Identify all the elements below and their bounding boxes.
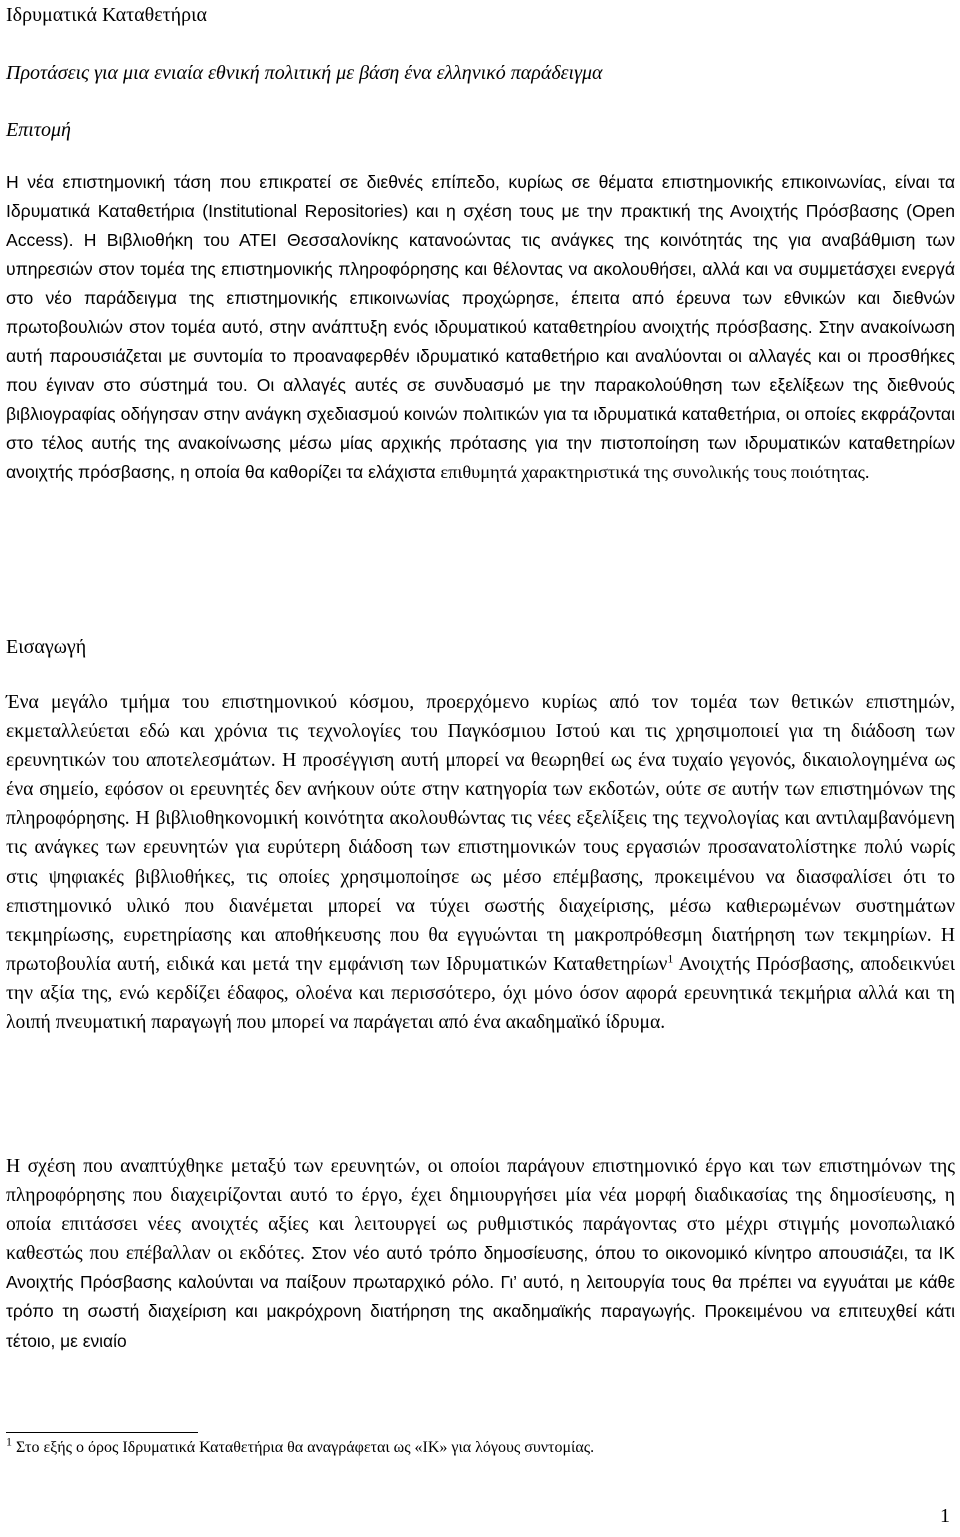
introduction-heading: Εισαγωγή (6, 636, 87, 658)
intro-p1-text-continued: Ανοιχτής Πρόσβασης, αποδεικνύει την αξία της, ενώ κερδίζει έδαφος, ολοένα και περισσότερο, όχι μόνο όσον αφορά ερευνητικά τεκμήρια αλλά και τη λοιπή πνευματική παραγωγή που μπορεί να παράγεται από ένα ακαδημαϊκό ίδρυμα. (6, 953, 956, 1034)
footnote-divider (6, 1432, 198, 1433)
page-number: 1 (940, 1505, 950, 1527)
abstract-heading: Επιτομή (6, 119, 71, 141)
abstract-text-end: επιθυμητά χαρακτηριστικά της συνολικής τους ποιότητας. (440, 462, 870, 482)
abstract-paragraph (6, 168, 955, 487)
intro-p1-text: Ένα μεγάλο τμήμα του επιστημονικού κόσμου, προερχόμενο κυρίως από τον τομέα των θετικών επιστημών, εκμεταλλεύεται εδώ και χρόνια τις τεχνολογίες του Παγκόσμιου Ιστού και τις χρησιμοποιεί για τη διάδοση των ερευνητικών του αποτελεσμάτων. Η προσέγγιση αυτή μπορεί να θεωρηθεί ως ένα τυχαίο γεγονός, δικαιολογημένα ως ένα σημείο, εφόσον οι ερευνητές δεν ανήκουν ούτε στην κατηγορία των εκδοτών, ούτε σε αυτήν των επιστημόνων της πληροφόρησης. Η βιβλιοθηκονομική κοινότητα ακολουθώντας τις νέες εξελίξεις της τεχνολογίας και αντιλαμβανόμενη τις ανάγκες των ερευνητών για ευρύτερη διάδοση των επιστημονικών τους εργασιών προσανατολίστηκε πολύ νωρίς στις ψηφιακές βιβλιοθήκες, τις οποίες χρησιμοποίησε ως μέσο επέμβασης, προκειμένου να διασφαλίσει ότι το επιστημονικό υλικό που διανέμεται μπορεί να τύχει σωστής διαχείρισης, μέσω καθιερωμένων συστημάτων τεκμηρίωσης, ευρετηρίασης και αποθήκευσης που θα εγγυώνται τη μακροπρόθεσμη διατήρηση των τεκμηρίων. Η πρωτοβουλία αυτή, ειδικά και μετά την εμφάνιση των Ιδρυματικών Καταθετηρίων (6, 692, 955, 975)
introduction-paragraph-1 (6, 688, 955, 1037)
document-title: Ιδρυματικά Καταθετήρια (6, 4, 207, 26)
footnote-reference[interactable]: 1 (667, 951, 674, 966)
introduction-paragraph-2 (6, 1152, 955, 1356)
intro-p2-text-continued: Στον νέο αυτό τρόπο δημοσίευσης, όπου το οικονομικό κίνητρο απουσιάζει, τα ΙΚ Ανοιχτής Πρόσβασης καλούνται να παίξουν πρωταρχικό ρόλο. Γι’ αυτό, η λειτουργία τους θα πρέπει να εγγυάται με κάθε τρόπο τη σωστή διαχείριση και μακρόχρονη διατήρηση της ακαδημαϊκής παραγωγής. Προκειμένου να επιτευχθεί κάτι τέτοιο, με ενιαίο (6, 1243, 955, 1351)
abstract-text: Η νέα επιστημονική τάση που επικρατεί σε διεθνές επίπεδο, κυρίως σε θέματα επιστημονικής επικοινωνίας, είναι τα Ιδρυματικά Καταθετήρια (Institutional Repositories) και η σχέση τους με την πρακτική της Ανοιχτής Πρόσβασης (Open Access). Η Βιβλιοθήκη του ΑΤΕΙ Θεσσαλονίκης κατανοώντας τις ανάγκες της κοινότητάς της για αναβάθμιση των υπηρεσιών στον τομέα της επιστημονικής πληροφόρησης και θέλοντας να ακολουθήσει, αλλά και να συμμετάσχει ενεργά στο νέο παράδειγμα της επιστημονικής επικοινωνίας προχώρησε, έπειτα από έρευνα των εθνικών και διεθνών πρωτοβουλιών στον τομέα αυτό, στην ανάπτυξη ενός ιδρυματικού καταθετηρίου ανοιχτής πρόσβασης. Στην ανακοίνωση αυτή παρουσιάζεται με συντομία το προαναφερθέν ιδρυματικό καταθετήριο και αναλύονται οι αλλαγές και οι προσθήκες που έγιναν στο σύστημά του. Οι αλλαγές αυτές σε συνδυασμό με την παρακολούθηση των εξελίξεων της διεθνούς βιβλιογραφίας οδήγησαν στην ανάγκη σχεδιασμού κοινών πολιτικών για τα ιδρυματικά καταθετήρια, οι οποίες εκφράζονται στο τέλος αυτής της ανακοίνωσης μέσω μίας αρχικής πρότασης για την πιστοποίηση των ιδρυματικών καταθετηρίων ανοιχτής πρόσβασης, η οποία θα καθορίζει τα ελάχιστα (6, 172, 955, 482)
document-subtitle: Προτάσεις για μια ενιαία εθνική πολιτική με βάση ένα ελληνικό παράδειγμα (6, 62, 603, 84)
footnote-number: 1 (6, 1434, 12, 1449)
intro-p2-text: Η σχέση που αναπτύχθηκε μεταξύ των ερευνητών, οι οποίοι παράγουν επιστημονικό έργο και των επιστημόνων της πληροφόρησης που διαχειρίζονται αυτό το έργο, έχει δημιουργήσει μία νέα μορφή διαδικασίας της δημοσίευσης, η οποία επιτάσσει νέες ανοιχτές αξίες και λειτουργεί ως ρυθμιστικός παράγοντας στο μέχρι στιγμής μονοπωλιακό καθεστώς που επέβαλλαν οι εκδότες. (6, 1156, 955, 1265)
footnote-text: Στο εξής ο όρος Ιδρυματικά Καταθετήρια θα αναγράφεται ως «ΙΚ» για λόγους συντομίας. (12, 1439, 595, 1456)
footnote (6, 1436, 594, 1460)
